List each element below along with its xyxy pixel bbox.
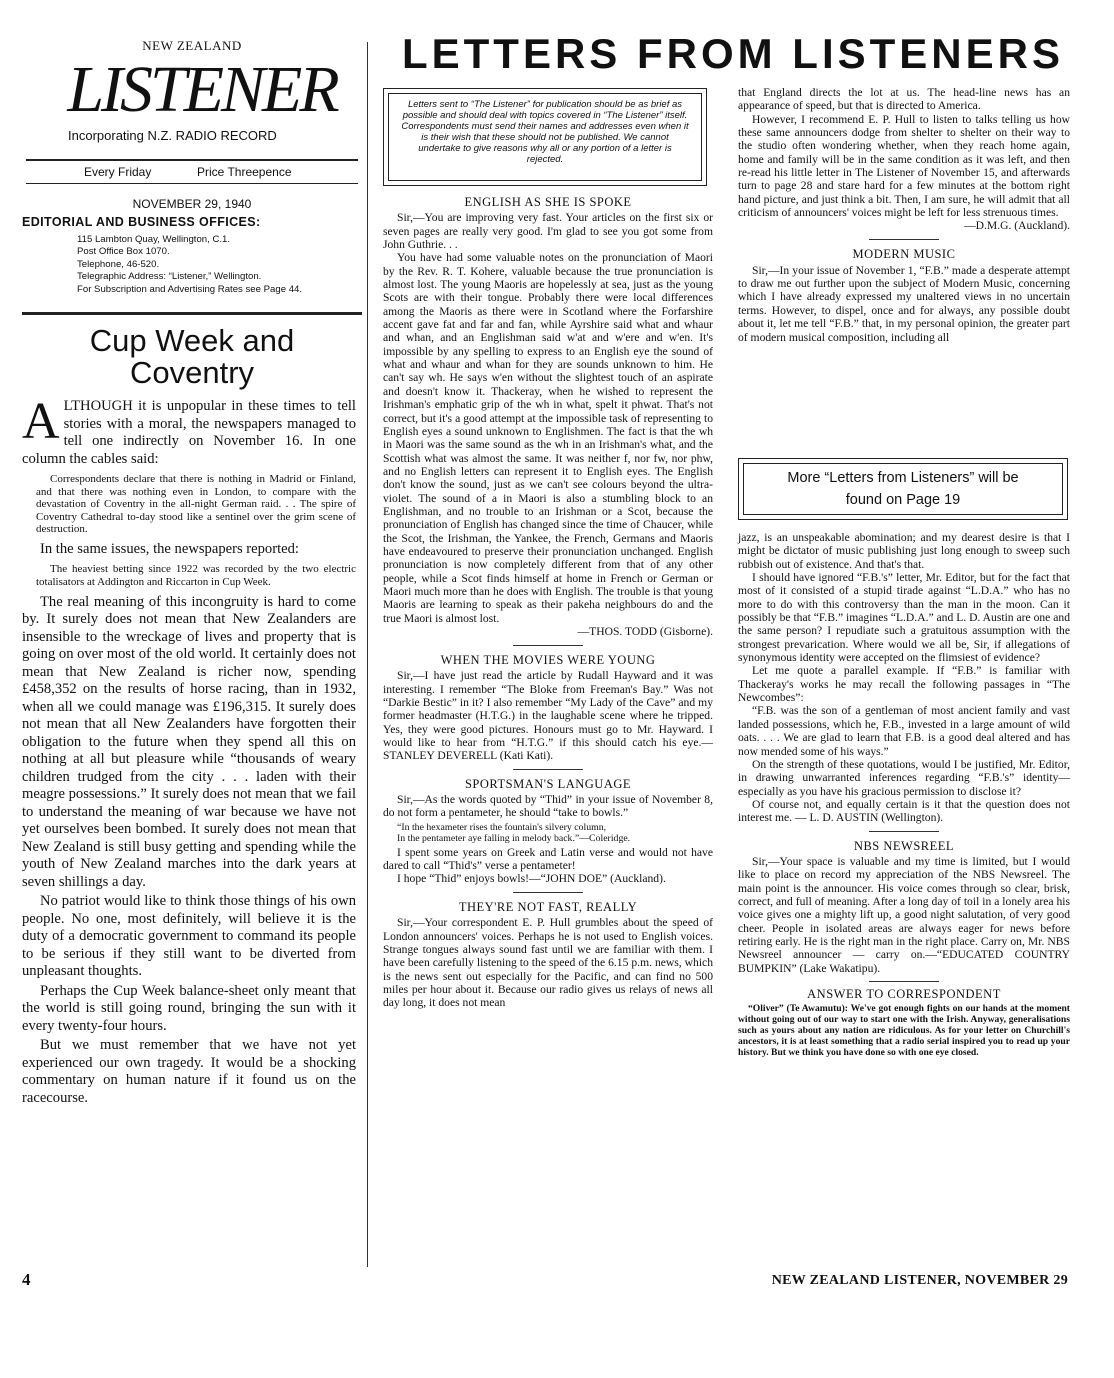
column-divider [367,42,368,1267]
address-line: 115 Lambton Quay, Wellington, C.1. [77,234,231,245]
editorial-para: But we must remember that we have not yet experienced our own tragedy. It would be a shocking commentary on human nature if it found us on the racecourse. [22,1037,356,1106]
more-letters-line: More “Letters from Listeners” will be [787,470,1019,486]
notice-inner [388,93,702,181]
offices-heading: EDITORIAL AND BUSINESS OFFICES: [22,215,261,229]
editorial-para: The real meaning of this incongruity is hard to come by. It surely does not mean that New Zealanders are insensible to the wreckage of lives and property that is going on over most of the old world. It certainly does not mean that New Zealand is richer now, spending £458,352 on the results of horse racing, than in 1932, when all we could manage was £196,315. It surely does not mean that all New Zealanders have forgotten their obligation to the future when they spend all this on nothing at all but pleasure while “thousands of weary children trudged from the city . . . laden with their meagre possessions.” It surely does not mean that we fail to understand the meaning of war because we have not yet ourselves been bombed. It surely does not mean that New Zealand is still busy getting and spending while the youth of New Zealand marches into the dark years at seven shillings a day. [22,593,356,890]
letter-para: Sir,—Your space is valuable and my time is limited, but I would like to place on record my appreciation of the NBS Newsreel. The main point is the announcer. His voice comes through so clear, brisk, correct, and full of meaning. After a long day of toil in a lonely area his voice gives one a mighty lift up, a good night salutation, of very good cheer. People in isolated areas are always eager for news before retiring early. He is the right man in the right place. Carry on, Mr. NBS Newsreel announcer — carry on.—“EDUCATED COUNTRY BUMPKIN” (Lake Wakatipu). [738,854,1070,975]
section-rule [513,769,583,770]
letter-para: jazz, is an unspeakable abomination; and my dearest desire is that I might be dictator of music publishing just long enough to sweep such rubbish out of existence. And that's that. [738,531,1070,571]
footer-title: NEW ZEALAND LISTENER, NOVEMBER 29 [771,1273,1068,1288]
editorial-body [22,393,356,1109]
editorial-para: In the same issues, the newspapers reported: [40,540,299,557]
section-rule [869,981,939,982]
letter-para: Sir,—You are improving very fast. Your articles on the first six or seven pages are really very good. I'm glad to see you got some from John Guthrie. . . [383,211,713,252]
editorial-para: No patriot would like to think those things of his own people. No one, most definitely, will believe it is the duty of a democratic government to command its people to be serious if they still want to be diverted from unpleasant thoughts. [22,893,356,980]
letter-para: Sir,—Your correspondent E. P. Hull grumbles about the speed of London announcers' voices. Perhaps he is not used to English voices. Strange tongues always sound fast until we are familiar with them. I have been carefully listening to the speed of the 6.15 p.m. news, which is the news sent out especially for the Pacific, and can find no 500 miles per hour about it. Because our radio gives us relays of news all day long, it does not mean [383,916,713,1010]
more-letters-box [738,458,1068,520]
editorial-para: ALTHOUGH it is unpopular in these times to tell stories with a moral, the newspapers managed to tell one indirectly on November 16. In one column the cables said: [22,393,356,467]
more-letters-inner [743,463,1063,515]
editorial-quote: Correspondents declare that there is nothing in Madrid or Finland, and that there was nothing even in London, to compare with the devastation of Coventry in the all-night German raid. . . The spire of Coventry Cathedral to-day stood like a sentinel over the grim scene of destruction. [36,473,356,536]
masthead-schedule: Every Friday [84,165,152,179]
right-letters-bottom [738,531,1070,1058]
page-title: LETTERS FROM LISTENERS [401,30,1064,77]
letter-para: I hope “Thid” enjoys bowls!—“JOHN DOE” (Auckland). [397,872,666,886]
letter-heading: ENGLISH AS SHE IS SPOKE [464,195,632,209]
notice-text: Letters sent to “The Listener” for publication should be as brief as possible and should deal with topics covered in “The Listener” itself. Correspondents must send their names and addresses even when it is their wish that these should not be published. We cannot undertake to give reasons why all or any portion of a letter is rejected. [401,99,689,165]
notice-box [383,88,707,186]
address-line: Post Office Box 1070. [77,246,170,258]
address-line: Telegraphic Address: “Listener,” Wellington. [77,271,262,283]
letter-heading: SPORTSMAN'S LANGUAGE [464,776,632,791]
page-number: 4 [22,1270,31,1289]
letter-heading: THEY'RE NOT FAST, REALLY [458,899,638,914]
letter-heading: MODERN MUSIC [852,247,956,262]
verse [397,822,713,844]
letter-para: Let me quote a parallel example. If “F.B.” is familiar with Thackeray's works he may recall the following passages in “The Newcombes”: [738,664,1070,705]
issue-date: NOVEMBER 29, 1940 [132,197,252,211]
editorial-title-line: Cup Week and [89,323,295,358]
masthead-rule-mid [26,183,358,184]
verse-line: “In the hexameter rises the fountain's silvery column, [397,821,607,833]
masthead-title: LISTENER [67,53,337,126]
letter-heading: WHEN THE MOVIES WERE YOUNG [440,653,656,667]
masthead-rule-top [26,159,358,161]
drop-cap: A [22,393,60,450]
letter-signature: —THOS. TODD (Gisborne). [577,625,713,638]
letter-para: On the strength of these quotations, would I be justified, Mr. Editor, in drawing unwarranted inferences regarding “F.B.'s” identity—especially as you have his gracious permission to disclose it? [738,757,1070,798]
masthead-incorporating: Incorporating N.Z. RADIO RECORD [68,128,277,143]
letter-para: You have had some valuable notes on the pronunciation of Maori by the Rev. R. T. Kohere, valuable because the true pronunciation is almost lost. The young Maoris are hopelessly at sea, just as the young Scots are with their tongue. Probably there were local differences among the Maoris as there were in Scotland where the Forfarshire accent gave fat and far and fan, while Ayrshire said what and whaur and whan, and an Englishman said w'at and w'ere and w'en. It's impossible by any spelling to express to an English eye the sound of what and whaur and whan for they are sounds unknown to him. He can't say wh. He says w'en without the slightest touch of an aspirate and doesn't know it. Thackeray, when he wished to represent the Irishman's emphatic grip of the wh in what, spelt it phwat. That's not correct, but it's a good attempt at the impossible task of representing to English eyes a sound unknown to Englishmen. The fact is that the wh in Maori was the same sound as the wh in an Irishman's what, and the Scottish what was almost the same. It was neither f, nor fw, nor phw, and no English letters can represent it to English eyes. The English don't know the sound, just as we can't see colours beyond the ultra-violet. The sound of a in Maori is also a stumbling block to an Englishman, and no trouble to an Irishman or a Scot, because the pronunciation of English has changed since the time of Chaucer, while the Scot, the Irishman, the Yankee, the French, Germans and Maoris have endeavoured to preserve their pronunciation unchanged. English pronunciation is now completely different from that of any other people, while a Scot finds himself at home in French or German or Maori much more than he does with English. The trouble is that young Maoris are learning to speak as their pakeha neighbours do and the true Maori is almost lost. [383,251,713,625]
letter-para: Of course not, and equally certain is it that the question does not interest me. — L. D. AUSTIN (Wellington). [738,797,1070,825]
section-rule [869,831,939,832]
masthead-rule-bottom [22,312,362,315]
section-rule [513,892,583,893]
right-letters-top [738,86,1070,344]
letter-heading: ANSWER TO CORRESPONDENT [807,987,1001,1001]
editorial-title [22,325,362,389]
letter-para: Sir,—As the words quoted by “Thid” in your issue of November 8, do not form a pentameter, he should “take to bowls.” [383,793,713,820]
answer-text: “Oliver” (Te Awamutu): We've got enough fights on our hands at the moment without going out of our way to start one with the Irish. Anyway, generalisations such as yours about any nation are ridiculous. As for your letter on Churchill's ancestors, it is at least something that a radio serial inspired you to read up your history. But we think you have done so with one eye closed. [738,1003,1070,1059]
letter-quote: “F.B. was the son of a gentleman of most ancient family and vast landed possessions, which he, F.B., invested in a large amount of wild oats. . . . We are glad to learn that F.B. is a good deal altered and has now mended some of his ways.” [738,704,1070,758]
address-line: Telephone, 46-520. [77,258,160,270]
letter-para: I spent some years on Greek and Latin verse and would not have dared to call “Thid's” verse a pentameter! [383,845,713,873]
letter-para: Sir,—In your issue of November 1, “F.B.” made a desperate attempt to draw me out further upon the subject of Modern Music, concerning which I have already expressed my unaltered views in no uncertain terms. However, to dispel, once and for always, any possible doubt about it, let me tell “F.B.” that, in my personal opinion, the greater part of modern musical composition, including all [738,263,1070,344]
office-address [77,234,367,296]
editorial-para: Perhaps the Cup Week balance-sheet only meant that the world is still going round, bringing the sun with it every twenty-four hours. [22,982,356,1034]
section-rule [513,645,583,646]
letter-para: Sir,—I have just read the article by Rudall Hayward and it was interesting. I remember “The Bloke from Freeman's Bay.” Was not “Darkie Bestic” in it? I also remember “My Lady of the Cave” and my former headmaster (H.T.G.) in the laughable scene where he tripped. Yes, they were good pictures. Honours must go to Mr. Hayward. I would like to hear from “H.T.G.” if this should catch his eye.— STANLEY DEVERELL (Kati Kati). [383,669,713,763]
verse-line: In the pentameter aye falling in melody back.”—Coleridge. [397,832,631,844]
letter-heading: NBS NEWSREEL [853,838,955,853]
letter-para: However, I recommend E. P. Hull to listen to talks telling us how these same announcers dodge from shelter to shelter on their way to the studio often wondering whether, when they reach home again, home and family will be in the same condition as it was left, and then re-read his little letter in The Listener of November 15, and afterwards turn to page 28 and stare hard for a few minutes at the bottom right hand picture, and just think a bit. Then, I am sure, he will admit that all criticism of announcers' voices might be left for less strenuous times. [738,112,1070,220]
masthead-kicker: NEW ZEALAND [142,38,242,53]
section-rule [869,239,939,240]
letter-signature: —D.M.G. (Auckland). [964,219,1070,233]
editorial-title-line: Coventry [129,355,255,390]
middle-letters [383,196,713,1010]
letter-para: I should have ignored “F.B.'s” letter, Mr. Editor, but for the fact that most of it consisted of a stupid tirade against “L.D.A.” who has no more to do with this controversy than the man in the moon. Can it possibly be that “F.B.” imagines “L.D.A.” and L. D. Austin are one and the same person? I repudiate such a gratuitous assumption with the strongest prevarication. Where would we all be, Sir, if allegations of synonymous identity were accepted on the flimsiest of evidence? [738,571,1070,665]
more-letters-line: found on Page 19 [845,492,961,508]
editorial-quote: The heaviest betting since 1922 was recorded by the two electric totalisators at Addington and Riccarton in Cup Week. [36,563,356,589]
masthead-price: Price Threepence [197,165,292,179]
letter-para: that England directs the lot at us. The head-line news has an appearance of speed, but that is directed to America. [738,86,1070,113]
address-line: For Subscription and Advertising Rates see Page 44. [77,283,303,295]
